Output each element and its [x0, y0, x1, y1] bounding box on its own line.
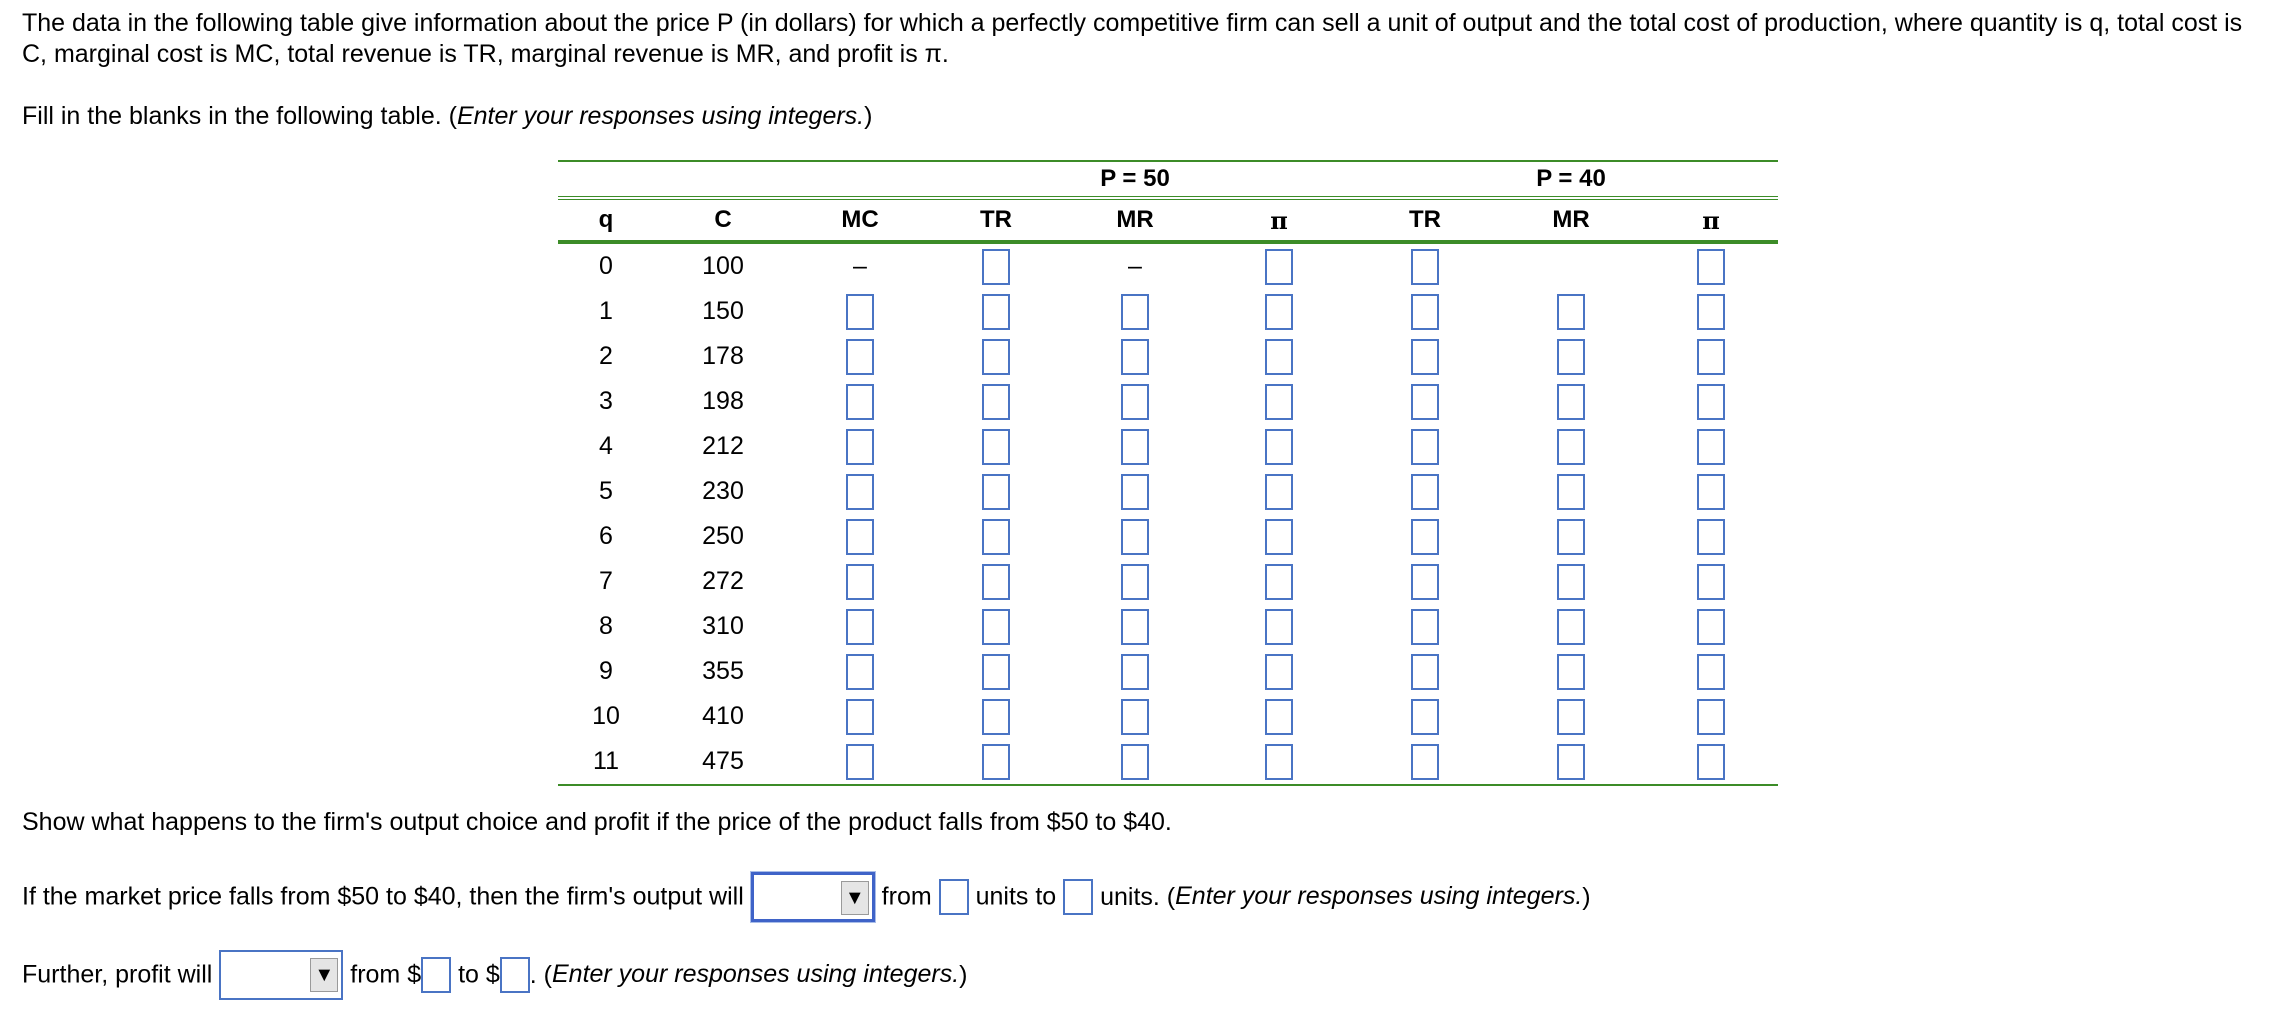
profit-p50-input[interactable]	[1265, 339, 1293, 375]
tr-p50-input[interactable]	[982, 564, 1010, 600]
group-header-p50: P = 50	[1064, 161, 1206, 198]
cell-c: 250	[702, 522, 744, 550]
tr-p40-input[interactable]	[1411, 519, 1439, 555]
cell-q: 10	[592, 702, 620, 730]
tr-p40-input[interactable]	[1411, 744, 1439, 780]
cell-tr-p40	[1352, 242, 1498, 289]
cell-c: 272	[702, 567, 744, 595]
cell-mc	[792, 242, 928, 289]
mr-p40-input[interactable]	[1557, 654, 1585, 690]
cell-tr-p50	[928, 514, 1064, 559]
tr-p40-input[interactable]	[1411, 609, 1439, 645]
output-units-to-label: units to	[975, 882, 1057, 911]
table-row	[558, 334, 1778, 379]
profit-p40-input[interactable]	[1697, 429, 1725, 465]
cell-tr-p50	[928, 739, 1064, 785]
cell-tr-p40	[1352, 604, 1498, 649]
tr-p50-input[interactable]	[982, 519, 1010, 555]
mr-p40-input[interactable]	[1557, 519, 1585, 555]
profit-p50-input[interactable]	[1265, 654, 1293, 690]
profit-p50-input[interactable]	[1265, 384, 1293, 420]
cell-tr-p50	[928, 289, 1064, 334]
mr-p50-input[interactable]	[1121, 699, 1149, 735]
cell-profit-p50	[1206, 604, 1352, 649]
tr-p50-input[interactable]	[982, 654, 1010, 690]
mr-p50-input[interactable]	[1121, 339, 1149, 375]
tr-p40-input[interactable]	[1411, 384, 1439, 420]
profit-p40-input[interactable]	[1697, 699, 1725, 735]
mc-input[interactable]	[846, 699, 874, 735]
profit-tail: . (Enter your responses using integers.)	[529, 960, 968, 989]
mr-p40-input[interactable]	[1557, 564, 1585, 600]
cell-q: 9	[599, 657, 613, 685]
cell-tr-p40	[1352, 289, 1498, 334]
cell-q: 8	[599, 612, 613, 640]
cell-c: 150	[702, 297, 744, 325]
question-text: Show what happens to the firm's output choice and profit if the price of the product falls from $50 to $40.	[22, 808, 1172, 836]
table-row	[558, 242, 1778, 289]
tr-p40-input[interactable]	[1411, 339, 1439, 375]
profit-p40-input[interactable]	[1697, 609, 1725, 645]
triangle-down-icon: ▼	[310, 958, 338, 992]
mr-p40-input[interactable]	[1557, 474, 1585, 510]
instruction-tail: )	[864, 102, 873, 130]
mr-p50-input[interactable]	[1121, 609, 1149, 645]
profit-p50-input[interactable]	[1265, 429, 1293, 465]
cell-profit-p40	[1644, 694, 1778, 739]
table-row	[558, 694, 1778, 739]
mr-p50-input[interactable]	[1121, 474, 1149, 510]
tr-p50-input[interactable]	[982, 294, 1010, 330]
col-header-profit-p50: π	[1206, 198, 1352, 242]
cell-mc	[792, 559, 928, 604]
cell-profit-p50	[1206, 514, 1352, 559]
cell-mc	[792, 694, 928, 739]
tr-p50-input[interactable]	[982, 339, 1010, 375]
cell-c: 100	[702, 252, 744, 280]
group-header-row	[558, 161, 1778, 198]
cell-tr-p40	[1352, 514, 1498, 559]
cell-q: 2	[599, 342, 613, 370]
cell-profit-p40	[1644, 604, 1778, 649]
cell-q: 6	[599, 522, 613, 550]
tr-p50-input[interactable]	[982, 609, 1010, 645]
cell-q: 11	[558, 739, 654, 785]
cell-mr-p50	[1064, 469, 1206, 514]
col-header-profit-p40: π	[1644, 198, 1778, 242]
cell-mc	[792, 424, 928, 469]
profit-to-label: to $	[458, 960, 500, 989]
cell-tr-p40	[1352, 379, 1498, 424]
cell-profit-p40	[1644, 469, 1778, 514]
cell-mc	[792, 469, 928, 514]
output-lead: If the market price falls from $50 to $40, then the firm's output will	[22, 882, 744, 911]
cell-mr-p50	[1064, 514, 1206, 559]
profit-p50-input[interactable]	[1265, 609, 1293, 645]
output-to-input[interactable]	[1063, 879, 1093, 915]
table-row	[558, 289, 1778, 334]
not-applicable-dash: –	[853, 252, 867, 280]
cell-mc	[792, 379, 928, 424]
profit-p40-input[interactable]	[1697, 519, 1725, 555]
table-row	[558, 424, 1778, 469]
cell-mr-p50	[1064, 694, 1206, 739]
profit-p40-input[interactable]	[1697, 339, 1725, 375]
profit-p50-input[interactable]	[1265, 519, 1293, 555]
cell-mr-p50	[1064, 559, 1206, 604]
mr-p50-input[interactable]	[1121, 519, 1149, 555]
group-header-p40: P = 40	[1498, 161, 1644, 198]
profit-p40-input[interactable]	[1697, 384, 1725, 420]
cell-tr-p50	[928, 604, 1064, 649]
output-units-label: units. (Enter your responses using integers.)	[1100, 882, 1591, 911]
table-row	[558, 514, 1778, 559]
cell-mr-p40	[1498, 559, 1644, 604]
cell-mr-p50	[1064, 604, 1206, 649]
cell-profit-p40	[1644, 514, 1778, 559]
cell-tr-p50	[928, 424, 1064, 469]
col-header-mr-p40: MR	[1498, 198, 1644, 242]
cell-q: 5	[599, 477, 613, 505]
cell-tr-p50	[928, 242, 1064, 289]
cell-q: 4	[599, 432, 613, 460]
profit-p50-input[interactable]	[1265, 474, 1293, 510]
profit-p40-input[interactable]	[1697, 294, 1725, 330]
cell-profit-p40	[1644, 559, 1778, 604]
profit-p50-input[interactable]	[1265, 744, 1293, 780]
mc-input[interactable]	[846, 654, 874, 690]
mc-input[interactable]	[846, 519, 874, 555]
profit-from-input[interactable]	[421, 957, 451, 993]
problem-intro: The data in the following table give information about the price P (in dollars) for which a perfectly competitive firm can sell a unit of output and the total cost of production, where quantity is q, total cost is C, marginal cost is MC, total revenue is TR, marginal revenue is MR, and profit is π.	[22, 9, 2243, 68]
triangle-down-icon: ▼	[841, 881, 869, 915]
cell-tr-p40	[1352, 334, 1498, 379]
table-row	[558, 559, 1778, 604]
profit-to-input[interactable]	[500, 957, 530, 993]
profit-from-label: from $	[350, 960, 422, 989]
column-header-row	[558, 198, 1778, 242]
mc-input[interactable]	[846, 384, 874, 420]
tr-p50-input[interactable]	[982, 474, 1010, 510]
mr-p40-input[interactable]	[1557, 699, 1585, 735]
mr-p50-input[interactable]	[1121, 654, 1149, 690]
cell-mr-p50	[1064, 739, 1206, 785]
cell-mr-p40	[1498, 469, 1644, 514]
mr-p40-input[interactable]	[1557, 609, 1585, 645]
cell-profit-p50	[1206, 739, 1352, 785]
output-from-input[interactable]	[939, 879, 969, 915]
cell-mr-p40	[1498, 334, 1644, 379]
mr-p50-input[interactable]	[1121, 294, 1149, 330]
cell-profit-p50	[1206, 694, 1352, 739]
cell-profit-p50	[1206, 379, 1352, 424]
mc-input[interactable]	[846, 744, 874, 780]
profit-p50-input[interactable]	[1265, 294, 1293, 330]
table-row	[558, 649, 1778, 694]
profit-lead: Further, profit will	[22, 960, 213, 989]
tr-p40-input[interactable]	[1411, 249, 1439, 285]
instruction-italic: Enter your responses using integers.	[456, 102, 865, 130]
cell-mr-p40	[1498, 424, 1644, 469]
cell-tr-p50	[928, 649, 1064, 694]
tr-p40-input[interactable]	[1411, 294, 1439, 330]
cell-mc	[792, 514, 928, 559]
cell-tr-p40	[1352, 649, 1498, 694]
cell-c: 230	[702, 477, 744, 505]
cell-profit-p40	[1644, 334, 1778, 379]
col-header-mc: MC	[792, 198, 928, 242]
cell-profit-p50	[1206, 469, 1352, 514]
tr-p40-input[interactable]	[1411, 564, 1439, 600]
cell-mc	[792, 289, 928, 334]
mr-p50-input[interactable]	[1121, 564, 1149, 600]
cell-mc	[792, 739, 928, 785]
cell-profit-p40	[1644, 739, 1778, 785]
cell-mr-p50	[1064, 334, 1206, 379]
output-from-label: from	[881, 882, 932, 911]
cost-revenue-table	[558, 160, 1778, 786]
tr-p50-input[interactable]	[982, 249, 1010, 285]
table-row	[558, 739, 1778, 785]
col-header-mr-p50: MR	[1064, 198, 1206, 242]
output-answer-line	[22, 872, 1591, 922]
mr-p40-input[interactable]	[1557, 339, 1585, 375]
cell-c: 310	[702, 612, 744, 640]
tr-p40-input[interactable]	[1411, 474, 1439, 510]
cell-mr-p50	[1064, 424, 1206, 469]
cell-profit-p40	[1644, 379, 1778, 424]
tr-p50-input[interactable]	[982, 429, 1010, 465]
cell-profit-p40	[1644, 649, 1778, 694]
cell-tr-p50	[928, 379, 1064, 424]
col-header-c: C	[654, 198, 792, 242]
instruction-lead: Fill in the blanks in the following table. (	[22, 102, 457, 130]
cell-c: 198	[702, 387, 744, 415]
cell-c: 410	[702, 702, 744, 730]
cell-mr-p40	[1498, 379, 1644, 424]
mr-p40-input[interactable]	[1557, 429, 1585, 465]
profit-p40-input[interactable]	[1697, 474, 1725, 510]
cell-mr-p40	[1498, 242, 1644, 289]
mr-p40-input[interactable]	[1557, 384, 1585, 420]
cell-c: 475	[654, 739, 792, 785]
cell-q: 7	[599, 567, 613, 595]
output-direction-dropdown[interactable]	[751, 872, 875, 922]
cell-mr-p40	[1498, 649, 1644, 694]
cell-profit-p40	[1644, 242, 1778, 289]
cell-q: 0	[599, 252, 613, 280]
profit-p40-input[interactable]	[1697, 249, 1725, 285]
tr-p40-input[interactable]	[1411, 654, 1439, 690]
cell-profit-p50	[1206, 649, 1352, 694]
mr-p50-input[interactable]	[1121, 384, 1149, 420]
tr-p40-input[interactable]	[1411, 699, 1439, 735]
cell-mr-p50	[1064, 242, 1206, 289]
mc-input[interactable]	[846, 294, 874, 330]
mr-p50-input[interactable]	[1121, 429, 1149, 465]
mc-input[interactable]	[846, 429, 874, 465]
table-row	[558, 604, 1778, 649]
mc-input[interactable]	[846, 609, 874, 645]
col-header-tr-p40: TR	[1352, 198, 1498, 242]
cell-tr-p50	[928, 469, 1064, 514]
cell-profit-p50	[1206, 289, 1352, 334]
profit-p50-input[interactable]	[1265, 564, 1293, 600]
cell-mc	[792, 649, 928, 694]
cell-mc	[792, 334, 928, 379]
not-applicable-dash: –	[1128, 252, 1142, 280]
cell-tr-p50	[928, 694, 1064, 739]
cell-mr-p40	[1498, 694, 1644, 739]
profit-direction-dropdown[interactable]	[219, 950, 343, 1000]
cell-c: 178	[702, 342, 744, 370]
col-header-tr-p50: TR	[928, 198, 1064, 242]
cell-mr-p40	[1498, 604, 1644, 649]
col-header-q: q	[558, 198, 654, 242]
cell-mr-p40	[1498, 739, 1644, 785]
table-row	[558, 469, 1778, 514]
cell-tr-p50	[928, 559, 1064, 604]
table-body	[558, 242, 1778, 785]
tr-p50-input[interactable]	[982, 744, 1010, 780]
cell-tr-p40	[1352, 739, 1498, 785]
cell-q: 1	[599, 297, 613, 325]
cell-q: 3	[599, 387, 613, 415]
cell-mr-p50	[1064, 379, 1206, 424]
tr-p50-input[interactable]	[982, 699, 1010, 735]
cell-profit-p50	[1206, 424, 1352, 469]
profit-p50-input[interactable]	[1265, 249, 1293, 285]
table-instruction	[22, 101, 872, 132]
tr-p50-input[interactable]	[982, 384, 1010, 420]
cell-profit-p40	[1644, 424, 1778, 469]
mc-input[interactable]	[846, 564, 874, 600]
cell-profit-p50	[1206, 559, 1352, 604]
cell-profit-p50	[1206, 242, 1352, 289]
cell-mr-p50	[1064, 289, 1206, 334]
mr-p40-input[interactable]	[1557, 294, 1585, 330]
cell-profit-p50	[1206, 334, 1352, 379]
cell-profit-p40	[1644, 289, 1778, 334]
cell-mr-p40	[1498, 289, 1644, 334]
cell-tr-p40	[1352, 469, 1498, 514]
cell-mr-p50	[1064, 649, 1206, 694]
cell-tr-p40	[1352, 559, 1498, 604]
table-row	[558, 379, 1778, 424]
mc-input[interactable]	[846, 339, 874, 375]
cell-tr-p40	[1352, 694, 1498, 739]
cell-tr-p50	[928, 334, 1064, 379]
cell-mr-p40	[1498, 514, 1644, 559]
profit-p40-input[interactable]	[1697, 654, 1725, 690]
profit-p40-input[interactable]	[1697, 744, 1725, 780]
cell-mc	[792, 604, 928, 649]
mr-p50-input[interactable]	[1121, 744, 1149, 780]
mc-input[interactable]	[846, 474, 874, 510]
cell-tr-p40	[1352, 424, 1498, 469]
tr-p40-input[interactable]	[1411, 429, 1439, 465]
mr-p40-input[interactable]	[1557, 744, 1585, 780]
cell-c: 212	[702, 432, 744, 460]
cell-c: 355	[702, 657, 744, 685]
profit-answer-line	[22, 950, 967, 1000]
profit-p50-input[interactable]	[1265, 699, 1293, 735]
profit-p40-input[interactable]	[1697, 564, 1725, 600]
